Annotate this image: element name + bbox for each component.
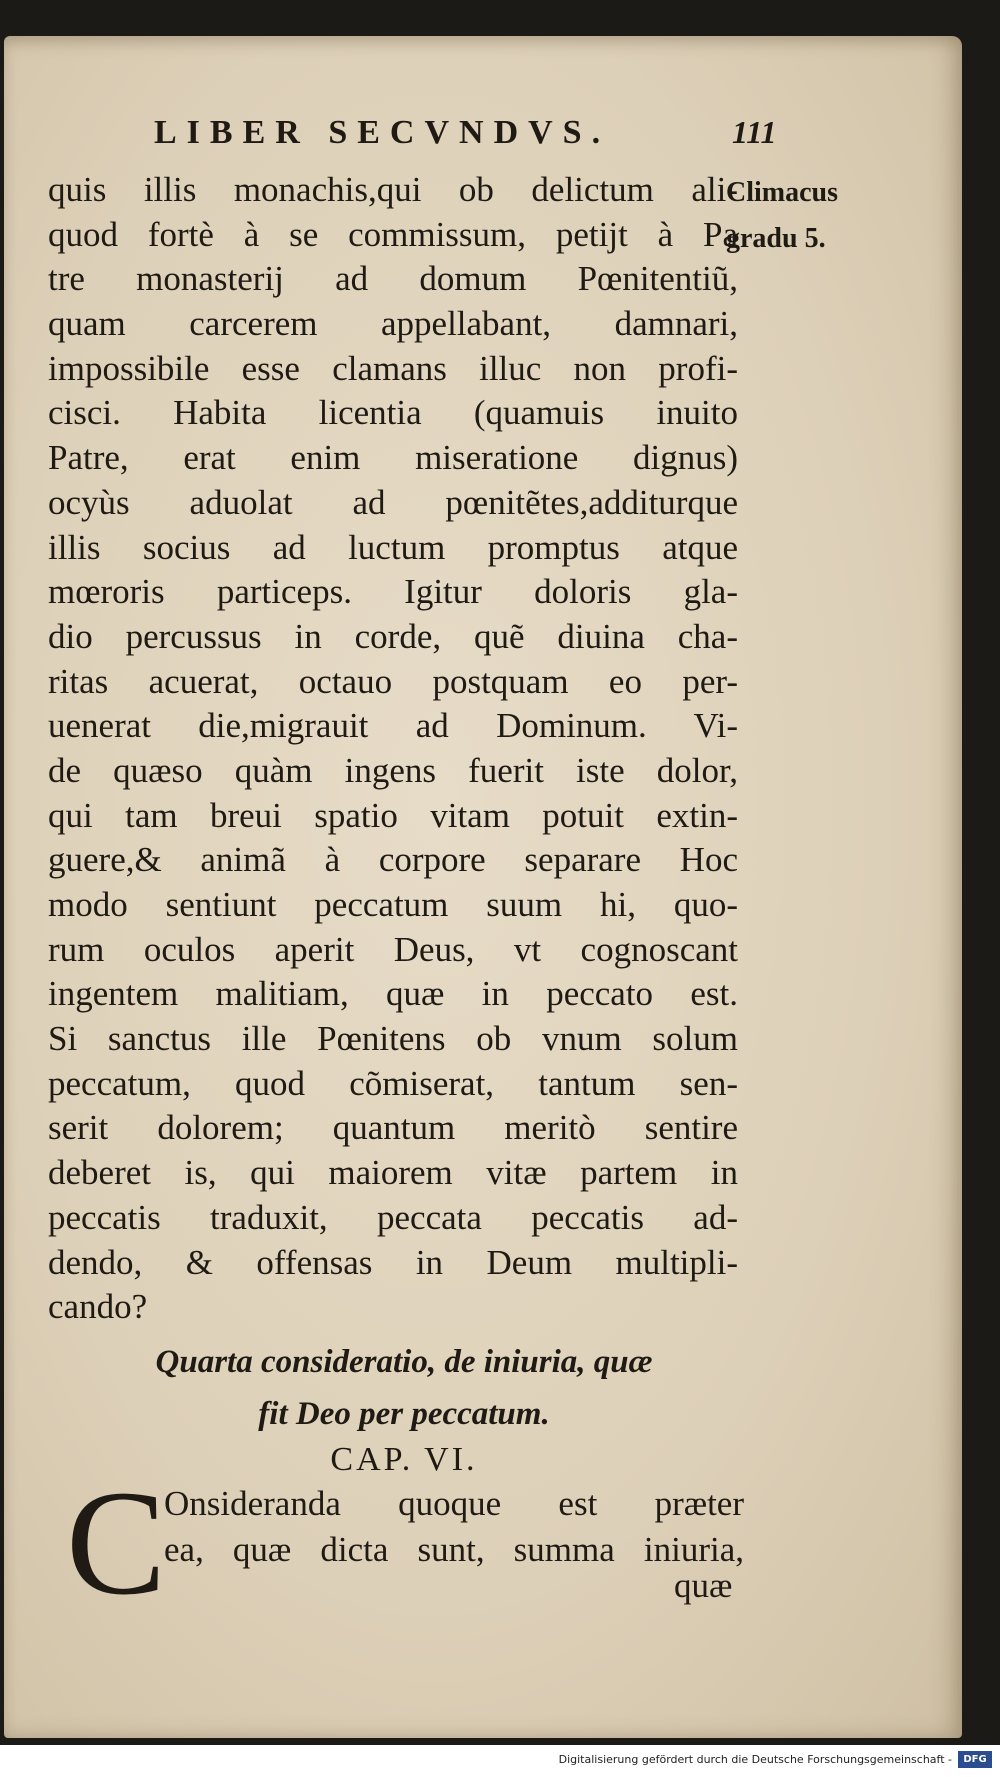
text-line: qui tam breui spatio vitam potuit extin- [48,795,738,835]
text-line: Patre, erat enim miseratione dignus) [48,438,738,478]
text-line: quod fortè à se commissum, petijt à Pa [48,214,738,254]
text-line: dendo, & offensas in Deum multipli- [48,1242,738,1282]
text-line: ingentem malitiam, quæ in peccato est. [48,974,738,1014]
margin-note-line: Climacus [726,177,838,208]
chapter-text [164,1481,744,1573]
text-line: Si sanctus ille Pœnitens ob vnum solum [48,1019,738,1059]
text-line: tre monasterij ad domum Pœnitentiũ, [48,259,738,299]
catchword: quæ [674,1566,733,1605]
text-line: Onsideranda quoque est præter [164,1484,744,1523]
chapter-title-line: Quarta consideratio, de iniuria, quæ [155,1344,653,1380]
text-line: modo sentiunt peccatum suum hi, quo- [48,885,738,924]
text-line: impossibile esse clamans illuc non profi- [48,348,738,388]
text-line: cisci. Habita licentia (quamuis inuito [48,393,738,433]
text-line: cando? [48,1287,148,1327]
text-line: quam carcerem appellabant, damnari, [48,304,738,344]
text-line: quis illis monachis,qui ob delictum ali- [48,170,738,209]
dfg-logo: DFG [958,1751,992,1768]
text-line: ritas acuerat, octauo postquam eo per- [48,661,738,701]
text-line: serit dolorem; quantum meritò sentire [48,1108,738,1148]
book-page [4,36,962,1738]
margin-note [726,170,886,262]
chapter-title [64,1336,744,1440]
digitization-footer [0,1745,1000,1777]
text-line: guere,& animã à corpore separare Hoc [48,840,738,880]
funding-credit: Digitalisierung gefördert durch die Deutsche Forschungsgemeinschaft - [558,1753,952,1766]
text-line: mœroris particeps. Igitur doloris gla- [48,572,738,612]
chapter-title-line: fit Deo per peccatum. [258,1396,550,1432]
margin-note-line: gradu 5. [726,223,826,254]
body-text [48,168,738,1330]
text-line: peccatum, quod cõmiserat, tantum sen- [48,1063,738,1103]
chapter-number: CAP. VI. [330,1441,478,1478]
text-line: peccatis traduxit, peccata peccatis ad- [48,1197,738,1237]
text-line: deberet is, qui maiorem vitæ partem in [48,1153,738,1193]
text-line: ocyùs aduolat ad pœnitẽtes,additurque [48,482,738,522]
page-number: 111 [732,114,777,150]
text-line: illis socius ad luctum promptus atque [48,527,738,567]
text-line: ea, quæ dicta sunt, summa iniuria, [164,1530,744,1569]
text-line: dio percussus in corde, quẽ diuina cha- [48,616,738,656]
text-line: uenerat die,migrauit ad Dominum. Vi- [48,706,738,746]
text-line: de quæso quàm ingens fuerit iste dolor, [48,750,738,790]
text-line: rum oculos aperit Deus, vt cognoscant [48,929,738,969]
running-head: LIBER SECVNDVS. [154,114,611,151]
drop-cap: C [66,1460,167,1626]
